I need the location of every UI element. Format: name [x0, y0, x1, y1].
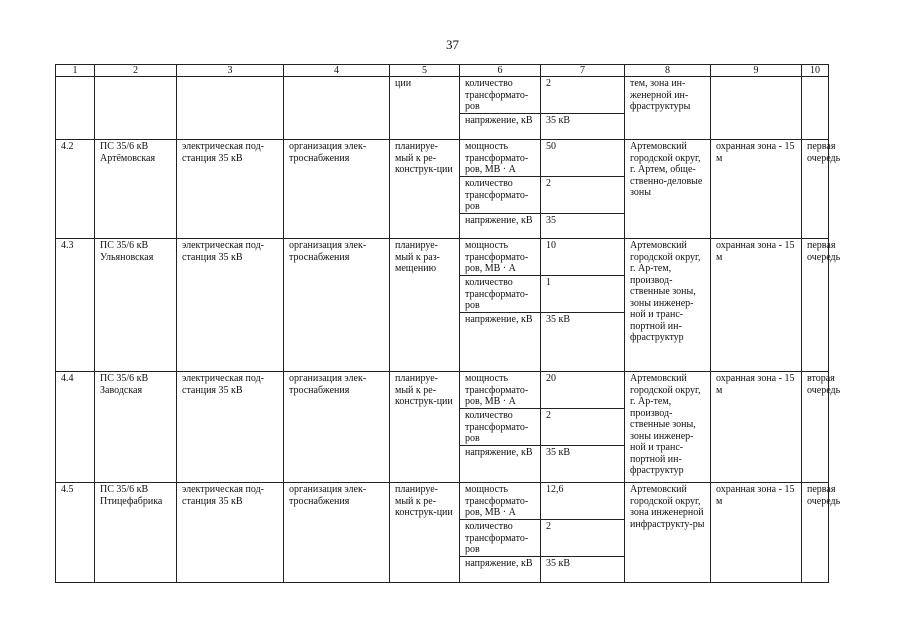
value-cell: 2 [541, 77, 625, 114]
col-header: 4 [284, 65, 390, 77]
object-status: планируе-мый к ре-конструк-ции [390, 483, 460, 583]
value-cell: 35 кВ [541, 446, 625, 483]
object-name: ПС 35/6 кВ Птицефабрика [95, 483, 177, 583]
location-cell: Артемовский городской округ, г. Ар-тем, производ-ственные зоны, зоны инженер-ной и транс-портной ин-фраструктур [625, 239, 711, 372]
object-name: ПС 35/6 кВ Заводская [95, 372, 177, 483]
row-number: 4.4 [56, 372, 95, 483]
column-number-row [56, 65, 829, 77]
value-cell: 12,6 [541, 483, 625, 520]
status-cell: ции [390, 77, 460, 140]
page-number: 37 [446, 37, 459, 52]
param-cell: напряжение, кВ [460, 114, 541, 140]
param-cell: количество трансформато-ров [460, 276, 541, 313]
table-row [56, 140, 829, 177]
queue-cell: первая очередь [802, 239, 829, 372]
table-row [56, 483, 829, 520]
object-purpose: организация элек-троснабжения [284, 483, 390, 583]
col-header: 6 [460, 65, 541, 77]
row-number: 4.3 [56, 239, 95, 372]
zone-cell: охранная зона - 15 м [711, 372, 802, 483]
object-name: ПС 35/6 кВ Артёмовская [95, 140, 177, 239]
param-cell: напряжение, кВ [460, 557, 541, 583]
queue-cell: первая очередь [802, 140, 829, 239]
zone-cell: охранная зона - 15 м [711, 483, 802, 583]
value-cell: 35 кВ [541, 557, 625, 583]
object-purpose: организация элек-троснабжения [284, 140, 390, 239]
queue-cell: первая очередь [802, 483, 829, 583]
col-header: 9 [711, 65, 802, 77]
value-cell: 35 кВ [541, 313, 625, 372]
param-cell: мощность трансформато-ров, МВ · А [460, 483, 541, 520]
col-header: 1 [56, 65, 95, 77]
value-cell: 2 [541, 409, 625, 446]
value-cell: 20 [541, 372, 625, 409]
object-status: планируе-мый к раз-мещению [390, 239, 460, 372]
col-header: 3 [177, 65, 284, 77]
zone-cell: охранная зона - 15 м [711, 239, 802, 372]
col-header: 2 [95, 65, 177, 77]
row-number: 4.5 [56, 483, 95, 583]
col-header: 5 [390, 65, 460, 77]
object-status: планируе-мый к ре-конструк-ции [390, 140, 460, 239]
object-purpose: организация элек-троснабжения [284, 239, 390, 372]
object-type: электрическая под-станция 35 кВ [177, 140, 284, 239]
value-cell: 2 [541, 520, 625, 557]
zone-cell: охранная зона - 15 м [711, 140, 802, 239]
location-cell: Артемовский городской округ, зона инженерной инфраструкту-ры [625, 483, 711, 583]
param-cell: количество трансформато-ров [460, 77, 541, 114]
row-number: 4.2 [56, 140, 95, 239]
object-name: ПС 35/6 кВ Ульяновская [95, 239, 177, 372]
col-header: 10 [802, 65, 829, 77]
object-type: электрическая под-станция 35 кВ [177, 239, 284, 372]
value-cell: 10 [541, 239, 625, 276]
value-cell: 1 [541, 276, 625, 313]
table-row [56, 77, 829, 114]
queue-cell: вторая очередь [802, 372, 829, 483]
table-row [56, 372, 829, 409]
value-cell: 35 [541, 214, 625, 239]
value-cell: 50 [541, 140, 625, 177]
param-cell: количество трансформато-ров [460, 520, 541, 557]
facilities-table [55, 64, 841, 583]
param-cell: количество трансформато-ров [460, 177, 541, 214]
col-header: 7 [541, 65, 625, 77]
object-status: планируе-мый к ре-конструк-ции [390, 372, 460, 483]
param-cell: мощность трансформато-ров, МВ · А [460, 140, 541, 177]
value-cell: 2 [541, 177, 625, 214]
location-cell: Артемовский городской округ, г. Ар-тем, производ-ственные зоны, зоны инженер-ной и транс-портной ин-фраструктур [625, 372, 711, 483]
table-row [56, 239, 829, 276]
location-cell: тем, зона ин-женерной ин-фраструктуры [625, 77, 711, 140]
object-type: электрическая под-станция 35 кВ [177, 372, 284, 483]
param-cell: напряжение, кВ [460, 313, 541, 372]
param-cell: мощность трансформато-ров, МВ · А [460, 239, 541, 276]
col-header: 8 [625, 65, 711, 77]
param-cell: мощность трансформато-ров, МВ · А [460, 372, 541, 409]
object-type: электрическая под-станция 35 кВ [177, 483, 284, 583]
location-cell: Артемовский городской округ, г. Артем, обще-ственно-деловые зоны [625, 140, 711, 239]
value-cell: 35 кВ [541, 114, 625, 140]
param-cell: напряжение, кВ [460, 214, 541, 239]
param-cell: напряжение, кВ [460, 446, 541, 483]
object-purpose: организация элек-троснабжения [284, 372, 390, 483]
param-cell: количество трансформато-ров [460, 409, 541, 446]
